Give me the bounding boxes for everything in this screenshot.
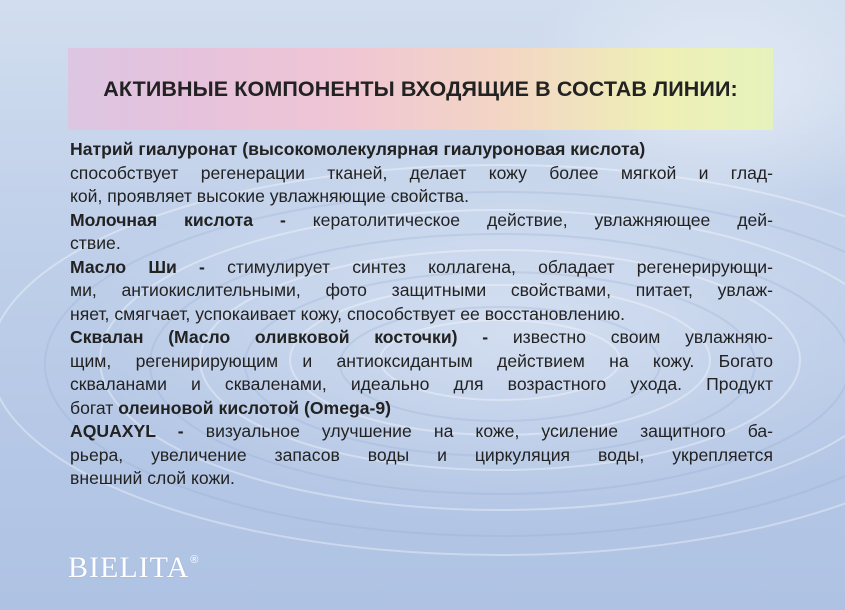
components-description: [70, 138, 773, 491]
component-description-line: щим, регенирирующим и антиоксидантым действием на кожу. Богато: [70, 350, 773, 371]
component-row: [70, 420, 773, 444]
component-description-line: ми, антиокислительными, фото защитными свойствами, питает, увлаж-: [70, 280, 773, 300]
component-description: богат: [70, 397, 114, 418]
component-description: визуальное улучшение на коже, усиление защитного ба-: [205, 421, 774, 441]
page-title: АКТИВНЫЕ КОМПОНЕНТЫ ВХОДЯЩИЕ В СОСТАВ ЛИНИИ:: [103, 76, 738, 101]
registered-mark: ®: [190, 554, 199, 566]
component-row: [70, 326, 773, 350]
component-description-line: способствует регенерации тканей, делает кожу более мягкой и глад-: [70, 162, 773, 183]
component-description: стимулирует синтез коллагена, обладает регенерирующи-: [227, 256, 773, 277]
component-highlight: олеиновой кислотой (Omega-9): [118, 397, 392, 418]
component-description-line: внешний слой кожи.: [70, 468, 235, 488]
component-description-line: рьера, увеличение запасов воды и циркуляция воды, укрепляется: [70, 444, 773, 465]
component-row: [70, 397, 773, 421]
component-name: Молочная кислота -: [70, 209, 286, 230]
brand-logo: [68, 548, 198, 588]
component-name: Сквалан (Масло оливковой косточки) -: [70, 327, 489, 347]
component-description: кератолитическое действие, увлажняющее дей-: [312, 209, 773, 230]
component-description-line: няет, смягчает, успокаивает кожу, способствует ее восстановлению.: [70, 303, 626, 324]
brand-logo-text: BIELITA: [68, 551, 190, 584]
component-description-line: кой, проявляет высокие увлажняющие свойства.: [70, 186, 469, 206]
component-name: AQUAXYL -: [70, 421, 184, 441]
component-description: известно своим увлажняю-: [512, 327, 773, 347]
component-name: Масло Ши -: [70, 256, 205, 277]
component-row: [70, 256, 773, 280]
component-description-line: ствие.: [70, 233, 121, 253]
title-banner: [68, 48, 773, 130]
component-name: Натрий гиалуронат (высокомолекулярная гиалуроновая кислота): [70, 139, 646, 159]
component-row: [70, 209, 773, 233]
component-description-line: скваланами и скваленами, идеально для возрастного ухода. Продукт: [70, 374, 773, 394]
